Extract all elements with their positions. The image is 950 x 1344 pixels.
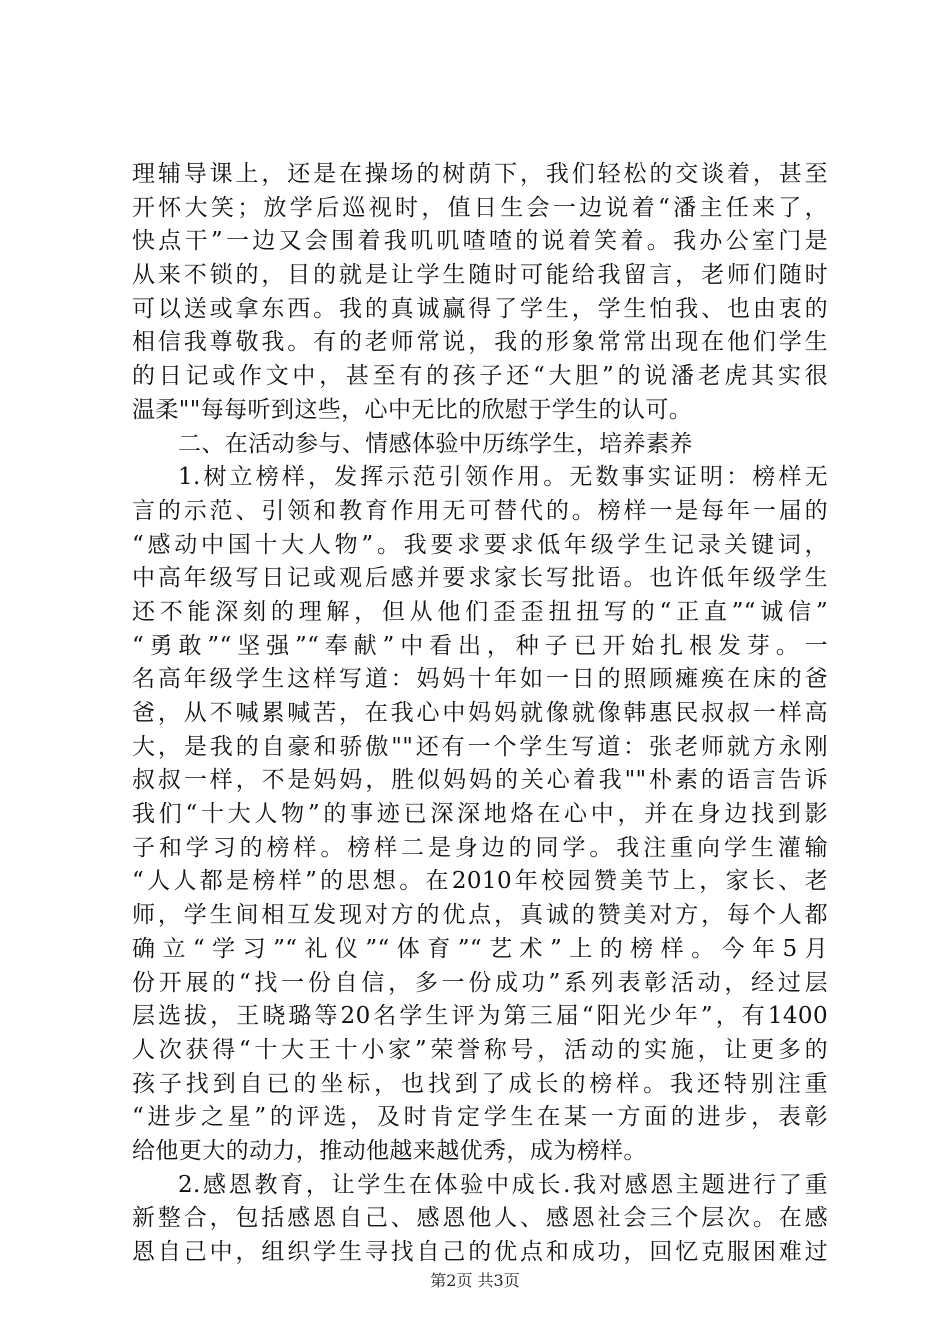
text-line: 的日记或作文中，甚至有的孩子还“大胆”的说潘老虎其实很 [132,363,828,390]
text-line: “进步之星”的评选，及时肯定学生在某一方面的进步，表彰 [132,1104,828,1131]
text-line: 层选拔，王晓璐等20名学生评为第三届“阳光少年”，有1400 [132,1003,828,1030]
text-line: 恩自己中，组织学生寻找自己的优点和成功，回忆克服困难过 [132,1239,828,1265]
text-line: 叔叔一样，不是妈妈，胜似妈妈的关心着我""朴素的语言告诉 [132,767,828,794]
text-line: 确立“学习”“礼仪”“体育”“艺术”上的榜样。今年5月 [132,935,828,962]
body-text [132,158,828,1270]
text-line: 师，学生间相互发现对方的优点，真诚的赞美对方，每个人都 [132,902,828,929]
text-line: 大，是我的自豪和骄傲""还有一个学生写道：张老师就方永刚 [132,733,828,760]
text-line: 名高年级学生这样写道：妈妈十年如一日的照顾瘫痪在床的爸 [132,666,828,693]
page-number-footer: 第2页 共3页 [430,1271,520,1290]
text-line: 快点干”一边又会围着我叽叽喳喳的说着笑着。我办公室门是 [132,228,828,255]
text-line: 人次获得“十大王十小家”荣誉称号，活动的实施，让更多的 [132,1036,828,1063]
text-line: 温柔""每每听到这些，心中无比的欣慰于学生的认可。 [132,396,693,423]
text-line: “人人都是榜样”的思想。在2010年校园赞美节上，家长、老 [132,868,828,895]
text-line: 开怀大笑；放学后巡视时，值日生会一边说着“潘主任来了， [132,194,828,221]
text-line: 2.感恩教育，让学生在体验中成长.我对感恩主题进行了重 [178,1171,828,1198]
text-line: 给他更大的动力，推动他越来越优秀，成为榜样。 [132,1137,647,1164]
text-line: 子和学习的榜样。榜样二是身边的同学。我注重向学生灌输 [132,834,828,861]
text-line: 1.树立榜样，发挥示范引领作用。无数事实证明：榜样无 [178,464,828,491]
text-line: 我们“十大人物”的事迹已深深地烙在心中，并在身边找到影 [132,801,828,828]
text-line: 爸，从不喊累喊苦，在我心中妈妈就像就像韩惠民叔叔一样高 [132,700,828,726]
text-line: 可以送或拿东西。我的真诚赢得了学生，学生怕我、也由衷的 [132,295,828,322]
text-line: 言的示范、引领和教育作用无可替代的。榜样一是每年一届的 [132,497,828,524]
section-heading: 二、在活动参与、情感体验中历练学生，培养素养 [178,430,693,457]
text-line: 份开展的“找一份自信，多一份成功”系列表彰活动，经过层 [132,969,828,996]
text-line: 孩子找到自已的坐标，也找到了成长的榜样。我还特别注重 [132,1070,828,1097]
text-line: 从来不锁的，目的就是让学生随时可能给我留言，老师们随时 [132,262,828,289]
text-line: 还不能深刻的理解，但从他们歪歪扭扭写的“正直”“诚信” [132,598,828,625]
text-line: 新整合，包括感恩自己、感恩他人、感恩社会三个层次。在感 [132,1205,828,1232]
text-line: “感动中国十大人物”。我要求要求低年级学生记录关键词， [132,531,828,558]
text-line: 中高年级写日记或观后感并要求家长写批语。也许低年级学生 [132,565,828,592]
text-line: 相信我尊敬我。有的老师常说，我的形象常常出现在他们学生 [132,329,828,356]
text-line: “勇敢”“坚强”“奉献”中看出，种子已开始扎根发芽。一 [132,632,828,659]
text-line: 理辅导课上，还是在操场的树荫下，我们轻松的交谈着，甚至 [132,161,828,187]
